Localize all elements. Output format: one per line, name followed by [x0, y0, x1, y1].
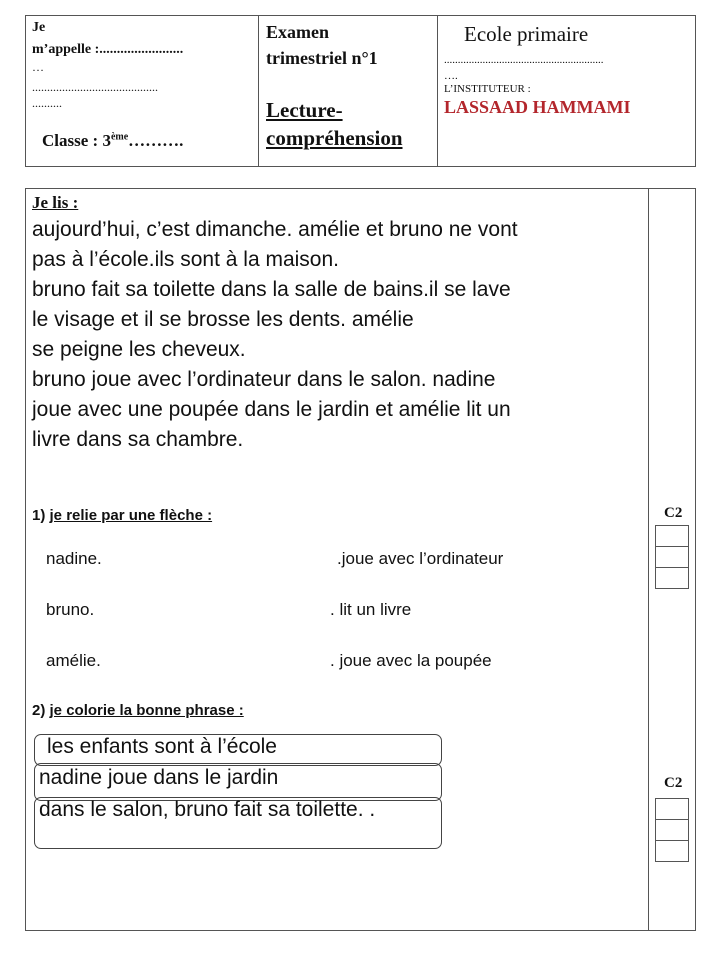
q2-heading — [32, 702, 244, 719]
reading-title: Je lis : — [32, 193, 79, 212]
match-left-item[interactable]: amélie. — [46, 651, 101, 670]
criterion-label: C2 — [664, 775, 683, 791]
criterion-label: C2 — [664, 505, 683, 521]
score-box[interactable] — [656, 526, 688, 547]
student-cell — [26, 16, 259, 166]
teacher-label: L’INSTITUTEUR : — [444, 83, 531, 95]
school-cell — [438, 16, 695, 166]
match-right-item[interactable]: .joue avec l’ordinateur — [337, 549, 504, 568]
score-box[interactable] — [656, 547, 688, 568]
phrase-option[interactable] — [34, 763, 442, 801]
exam-title-2: trimestriel n°1 — [266, 48, 378, 68]
reading-line: pas à l’école.ils sont à la maison. — [32, 248, 339, 271]
score-boxes — [655, 525, 689, 589]
school-dots: .......................................................... — [444, 54, 604, 66]
exam-title: Examen — [266, 22, 329, 42]
phrase-option[interactable] — [34, 734, 442, 766]
grading-column — [648, 189, 696, 930]
exam-cell — [259, 16, 438, 166]
reading-line: bruno joue avec l’ordinateur dans le salon. nadine — [32, 368, 496, 391]
name-dots: .......... — [32, 96, 62, 110]
class-label: Classe : 3 — [42, 131, 111, 150]
reading-line: le visage et il se brosse les dents. amélie — [32, 308, 414, 331]
reading-line: bruno fait sa toilette dans la salle de bains.il se lave — [32, 278, 511, 301]
class-field[interactable] — [42, 131, 183, 151]
score-box[interactable] — [656, 841, 688, 861]
phrase-text: dans le salon, bruno fait sa toilette. . — [39, 798, 376, 821]
reading-line: aujourd’hui, c’est dimanche. amélie et bruno ne vont — [32, 218, 518, 241]
phrase-text: nadine joue dans le jardin — [39, 766, 279, 789]
match-right-item[interactable]: . joue avec la poupée — [330, 651, 492, 670]
name-dots: … — [32, 60, 44, 74]
subject: Lecture- — [266, 98, 343, 122]
name-label-2[interactable]: m’appelle :........................ — [32, 42, 184, 57]
exercise-box — [25, 188, 696, 931]
match-left-item[interactable]: nadine. — [46, 549, 102, 568]
score-box[interactable] — [656, 799, 688, 820]
name-label: Je — [32, 20, 46, 35]
reading-line: livre dans sa chambre. — [32, 428, 244, 451]
school-name: Ecole primaire — [464, 22, 589, 46]
q1-number: 1) — [32, 507, 46, 524]
phrase-option[interactable] — [34, 797, 442, 849]
match-right-item[interactable]: . lit un livre — [330, 600, 412, 619]
school-dots: …. — [444, 70, 458, 82]
match-left-item[interactable]: bruno. — [46, 600, 95, 619]
header-table — [25, 15, 696, 167]
score-boxes — [655, 798, 689, 862]
subject-2: compréhension — [266, 126, 403, 150]
class-dots: ………. — [128, 131, 184, 150]
class-sup: ème — [110, 131, 129, 143]
score-box[interactable] — [656, 820, 688, 841]
q1-heading — [32, 507, 212, 524]
phrase-text: les enfants sont à l’école — [47, 735, 277, 758]
teacher-name: LASSAAD HAMMAMI — [444, 97, 631, 117]
q2-title: je colorie la bonne phrase : — [49, 702, 244, 719]
score-box[interactable] — [656, 568, 688, 588]
reading-line: joue avec une poupée dans le jardin et amélie lit un — [32, 398, 511, 421]
name-dots: .......................................... — [32, 80, 158, 94]
q2-number: 2) — [32, 702, 46, 719]
reading-line: se peigne les cheveux. — [32, 338, 246, 361]
q1-title: je relie par une flèche : — [49, 507, 213, 524]
